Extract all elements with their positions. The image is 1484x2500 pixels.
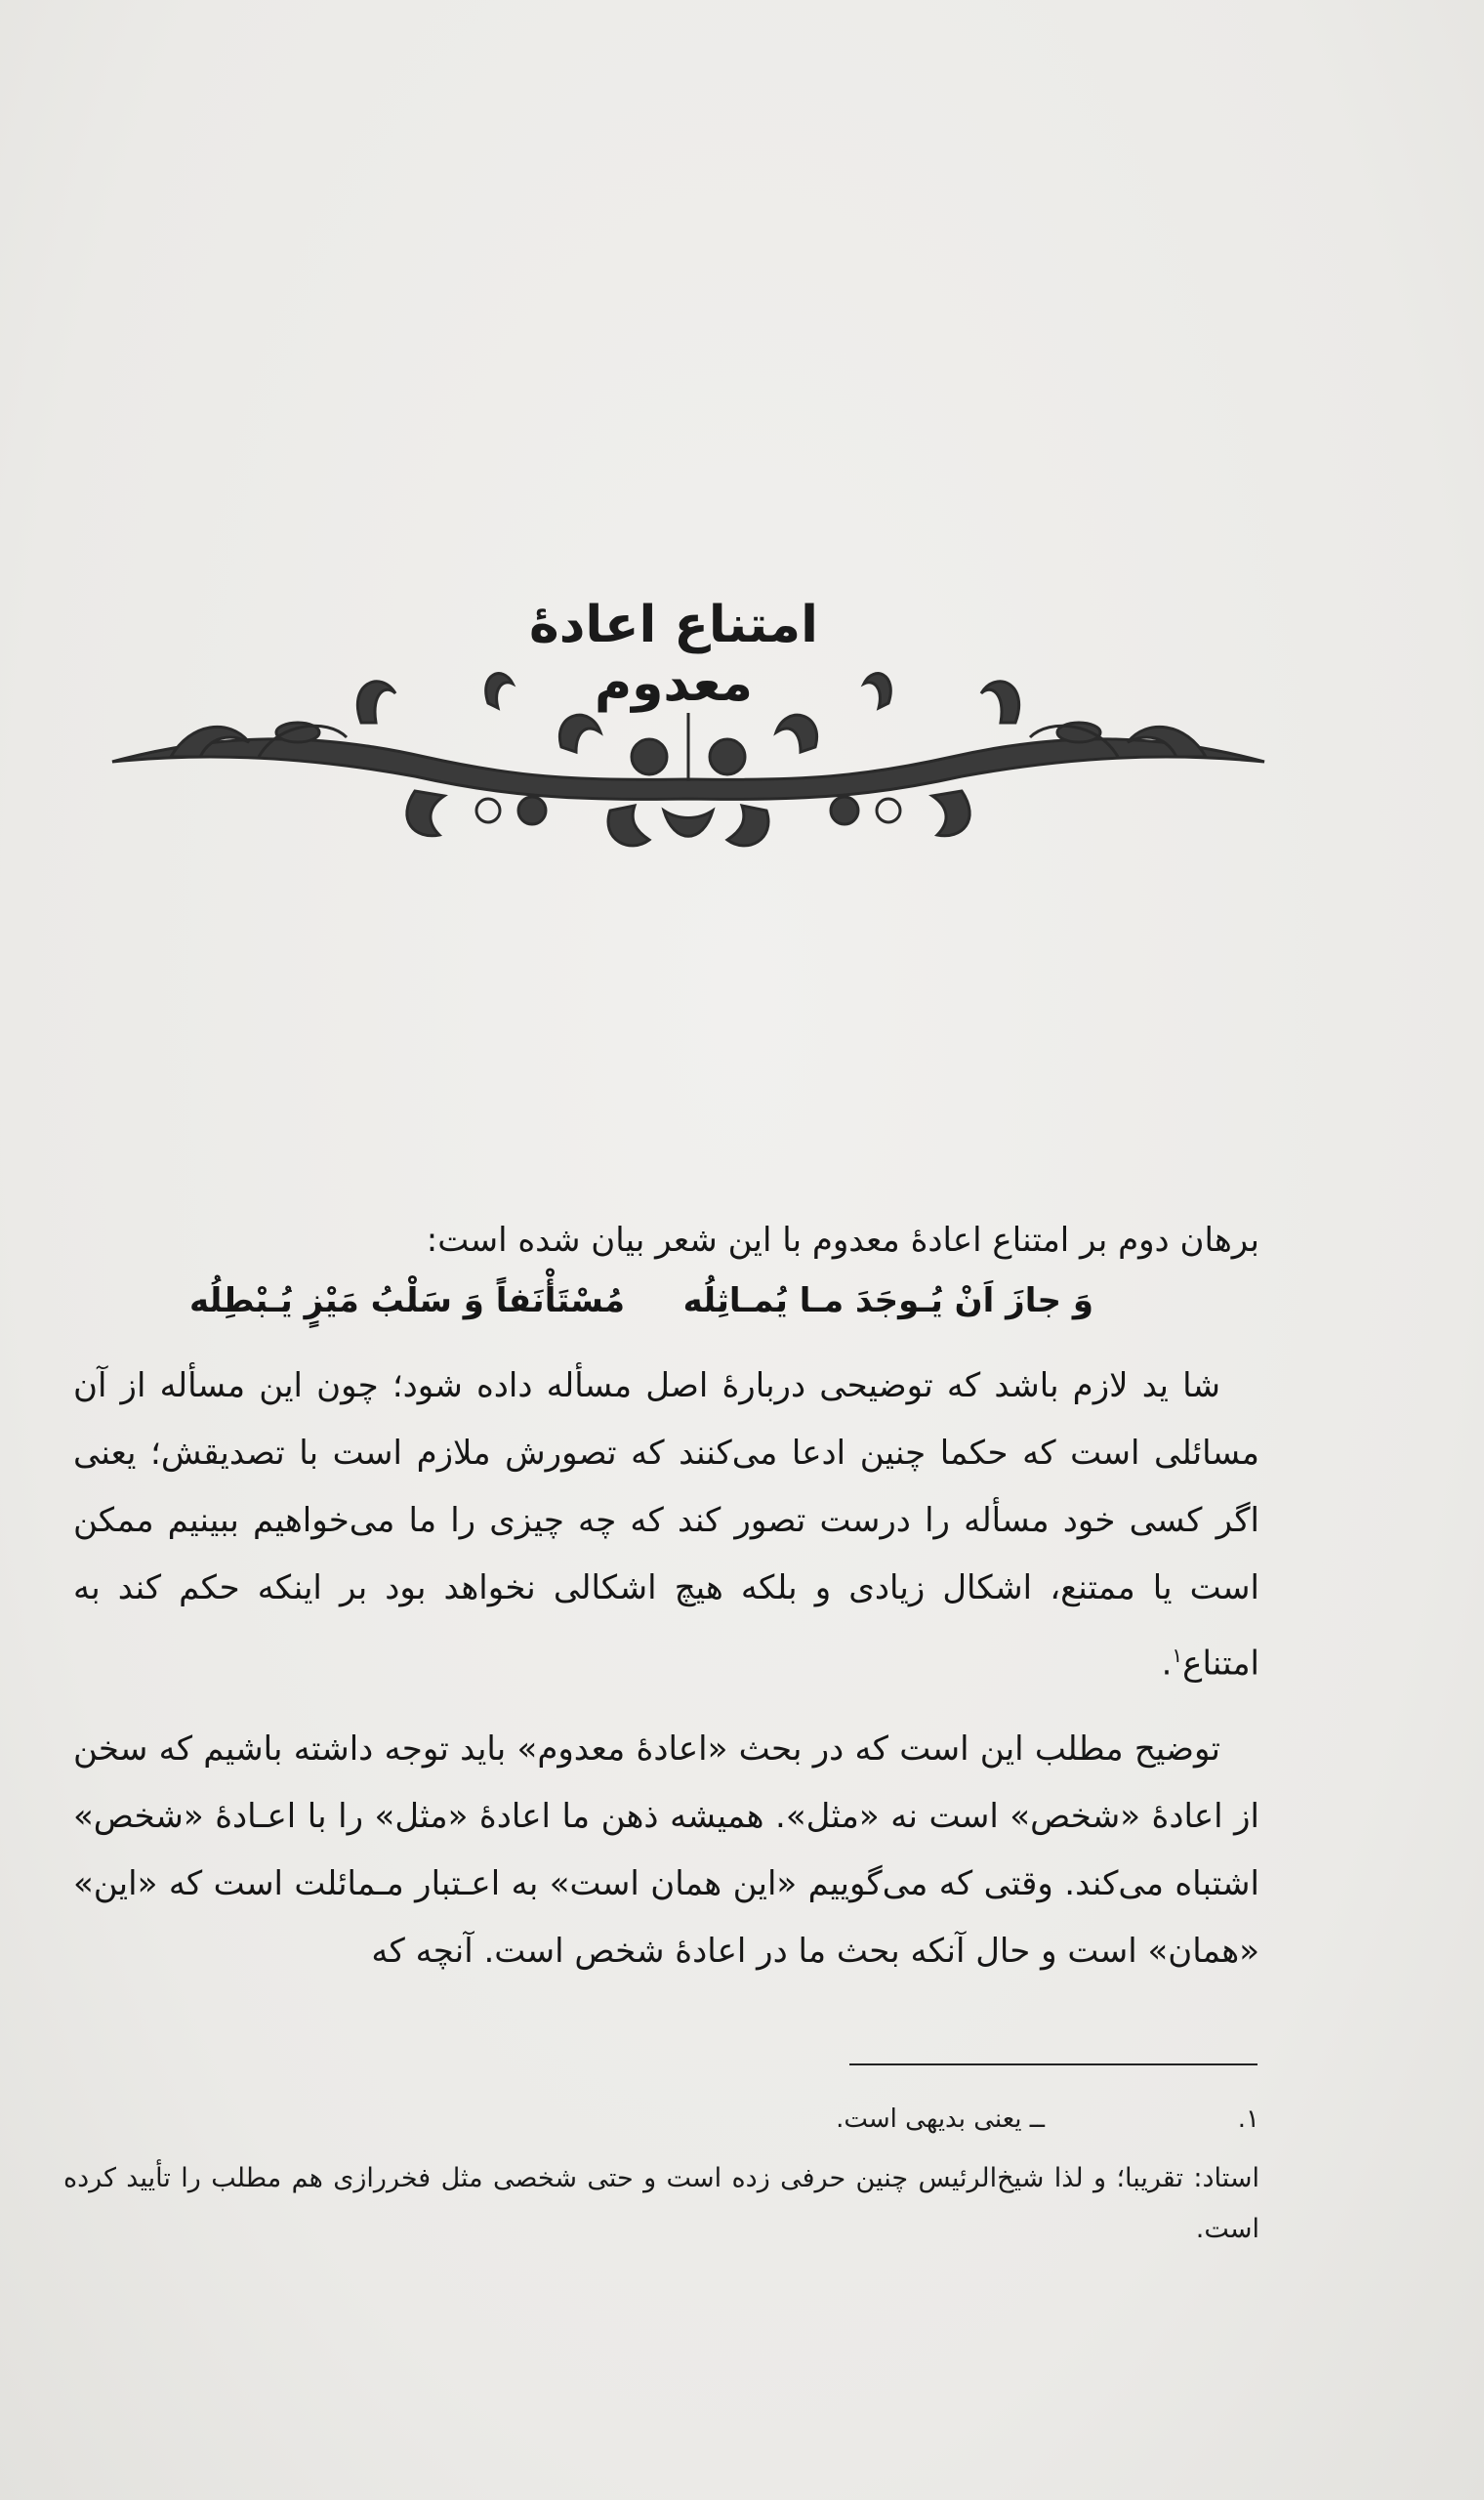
footnote-number: ۱. [1237,2104,1259,2134]
footnote-mark: ۱ [1172,1644,1183,1667]
paragraph-2-text: توضیح مطلب این است که در بحث «اعادهٔ معدوم» باید توجه داشته باشیم که سخن از اعادهٔ «شخص» است نه «مثل». همیشه ذهن ما اعادهٔ «مثل» را با اعـادهٔ «شخص» اشتباه می‌کند. وقتی که می‌گوییم «این همان است» به اعـتبار مـمائلت است که «این» «همان» است و حال آنکه بحث ما در اعادهٔ شخص است. آنچه که [73,1729,1259,1971]
footnote-line-1: ــ یعنی بدیهی است. [836,2104,1045,2134]
footnote-body: استاد: تقریبا؛ و لذا شیخ‌الرئیس چنین حرفی زده است و حتی شخصی مثل فخررازی هم مطلب را تأیید کرده است. [63,2163,1259,2244]
paragraph-1: شا ید لازم باشد که توضیحی دربارهٔ اصل مسأله داده شود؛ چون این مسأله از آن مسائلی است که حکما چنین ادعا می‌کنند که تصورش ملازم است با تصدیقش؛ یعنی اگر کسی خود مسأله را درست تصور کند که چه چیزی را ما می‌خواهیم ببینیم ممکن است یا ممتنع، اشکال زیادی و بلکه هیچ اشکالی نخواهد بود بر اینکه حکم کند به امتناع$^۱$. [73,1366,1259,1684]
verse-second-hemistich: مُسْتَأْنَفاً وَ سَلْبُ مَیْزٍ یُـبْطِلُه [188,1281,625,1320]
floral-ornament-divider [103,664,1274,869]
paragraph-1-text: شا ید لازم باشد که توضیحی دربارهٔ اصل مسأله داده شود؛ چون این مسأله از آن مسائلی است که حکما چنین ادعا می‌کنند که تصورش ملازم است با تصدیقش؛ یعنی اگر کسی خود مسأله را درست تصور کند که چه چیزی را ما می‌خواهیم ببینیم ممکن است یا ممتنع، اشکال زیادی و بلکه هیچ اشکالی نخواهد بود بر اینکه حکم کند به امتناع [73,1366,1259,1684]
chapter-title: امتناع اعادهٔ معدوم [529,596,818,713]
paragraph-2 [73,1716,1259,1985]
footnote-separator [849,2063,1257,2065]
intro-line: برهان دوم بر امتناع اعادهٔ معدوم با این شعر بیان شده است: [426,1221,1259,1260]
verse-first-hemistich: وَ جازَ اَنْ یُـوجَدَ مـا یُمـاثِلُه [682,1281,1093,1320]
